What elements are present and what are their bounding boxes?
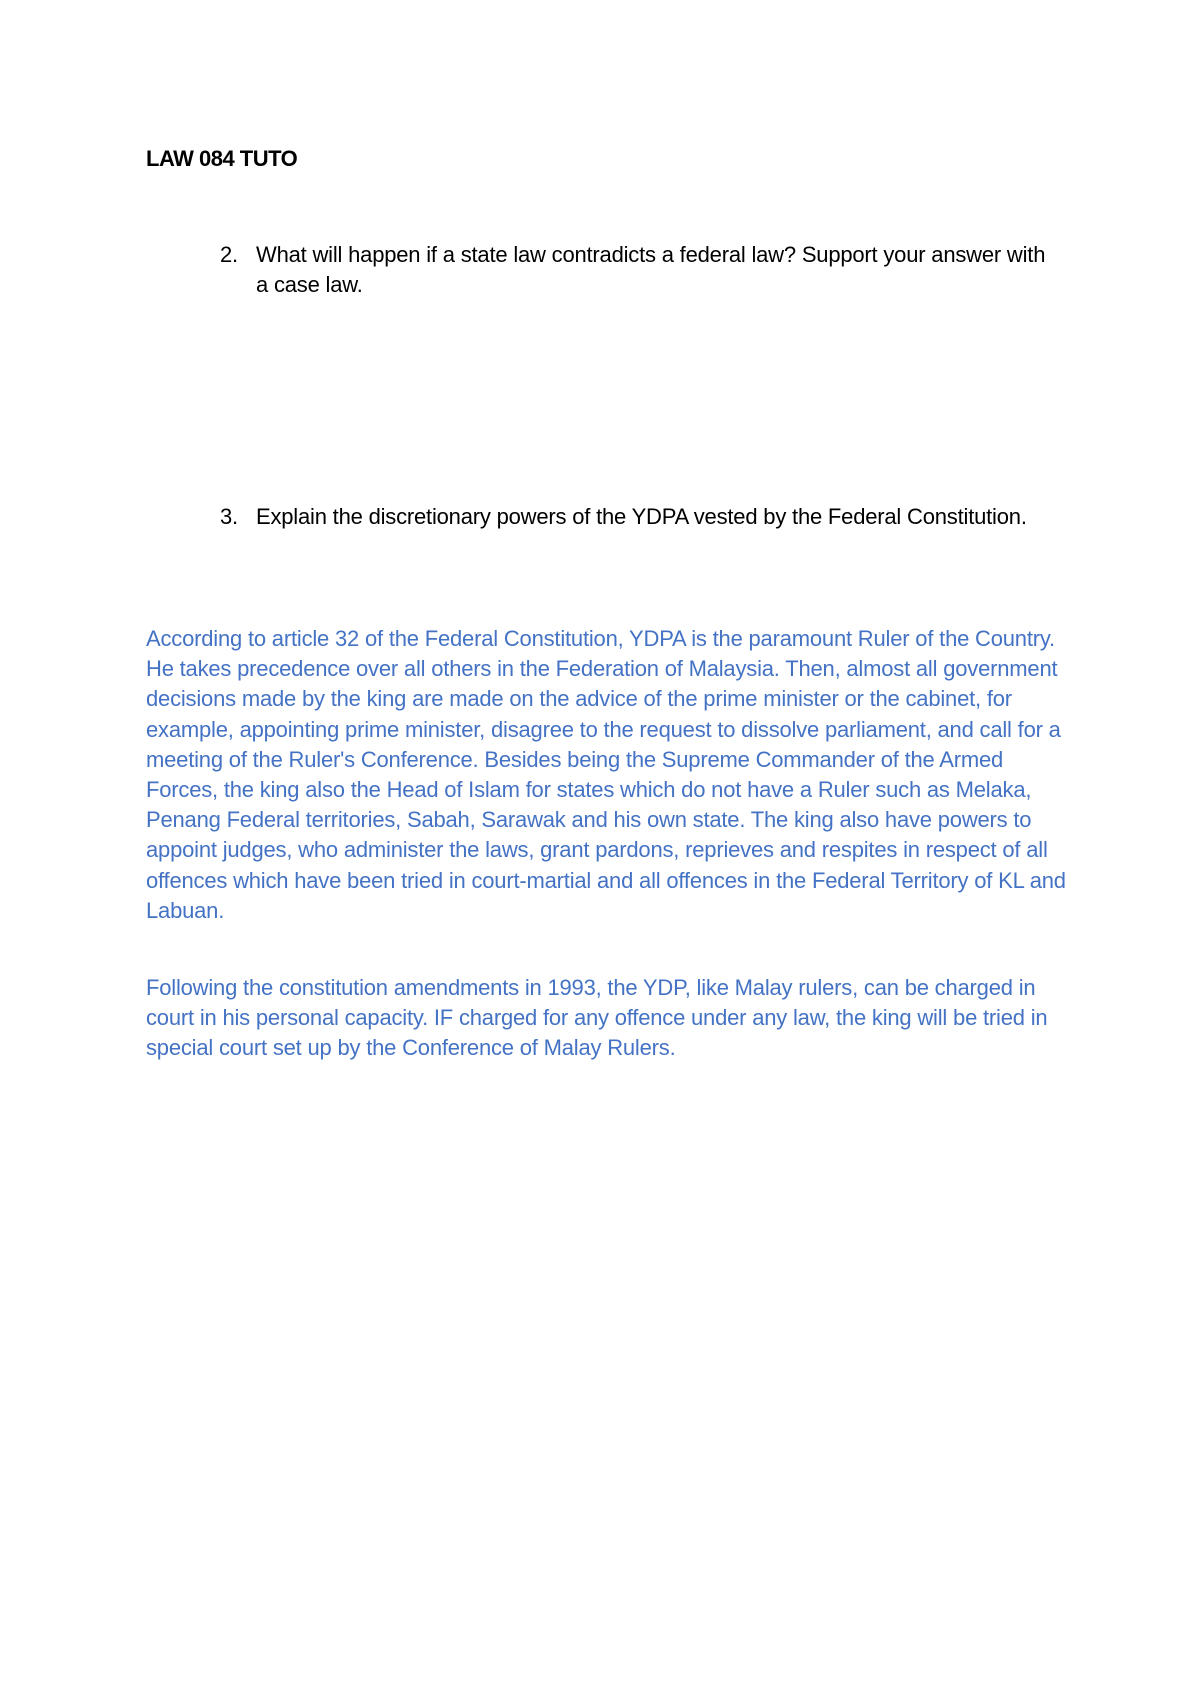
question-2: [220, 240, 1050, 300]
document-title: LAW 084 TUTO: [146, 146, 298, 171]
question-number: 2.: [220, 242, 238, 267]
answer-paragraph: Following the constitution amendments in 1993, the YDP, like Malay rulers, can be charged in court in his personal capacity. IF charged for any offence under any law, the king will be tried in special court set up by the Conference of Malay Rulers.: [146, 975, 1048, 1061]
answer-paragraph: According to article 32 of the Federal Constitution, YDPA is the paramount Ruler of the Country. He takes precedence over all others in the Federation of Malaysia. Then, almost all government decisions made by the king are made on the advice of the prime minister or the cabinet, for example, appointing prime minister, disagree to the request to dissolve parliament, and call for a meeting of the Ruler's Conference. Besides being the Supreme Commander of the Armed Forces, the king also the Head of Islam for states which do not have a Ruler such as Melaka, Penang Federal territories, Sabah, Sarawak and his own state. The king also have powers to appoint judges, who administer the laws, grant pardons, reprieves and respites in respect of all offences which have been tried in court-martial and all offences in the Federal Territory of KL and Labuan.: [146, 626, 1066, 923]
question-number: 3.: [220, 504, 238, 529]
question-3: [220, 502, 1050, 532]
question-text: What will happen if a state law contradicts a federal law? Support your answer with a case law.: [256, 242, 1046, 297]
question-text: Explain the discretionary powers of the YDPA vested by the Federal Constitution.: [256, 504, 1027, 529]
